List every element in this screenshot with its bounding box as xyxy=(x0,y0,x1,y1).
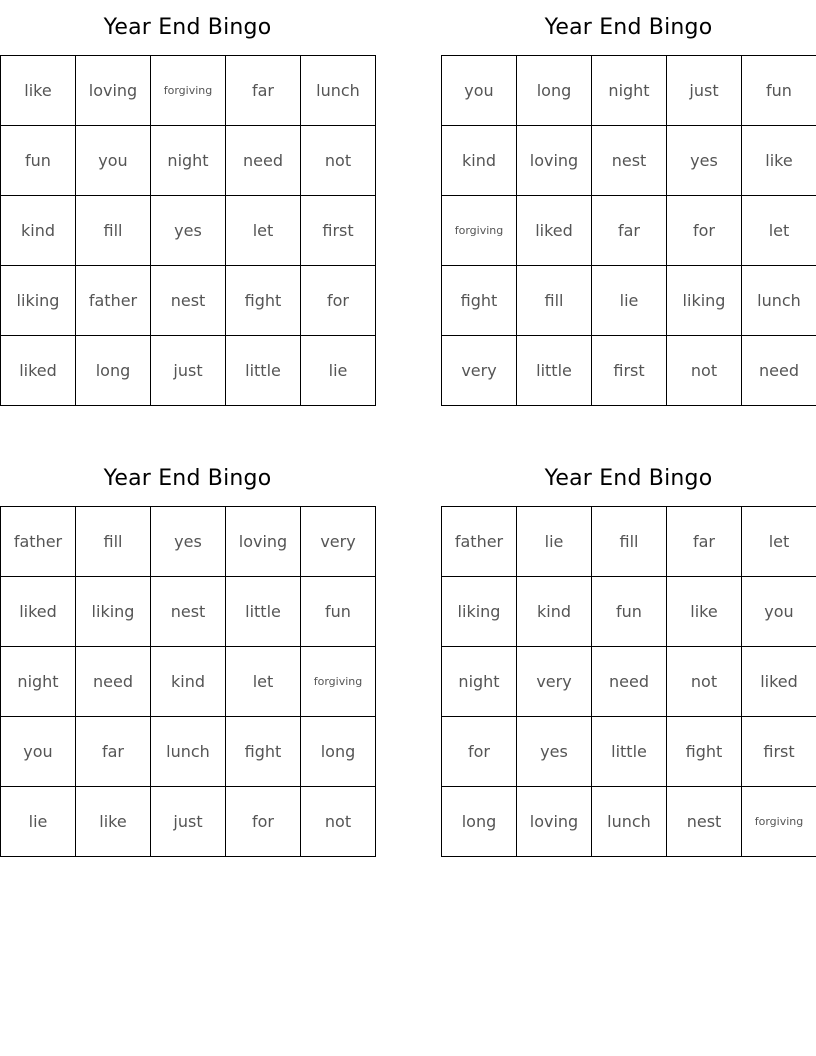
bingo-cell: lie xyxy=(1,787,76,857)
card-title: Year End Bingo xyxy=(103,15,272,40)
bingo-card-4 xyxy=(441,451,816,857)
bingo-card-3 xyxy=(0,451,375,857)
bingo-row xyxy=(442,577,816,647)
bingo-cell: kind xyxy=(517,577,592,647)
bingo-cell: fill xyxy=(517,266,592,336)
bingo-row xyxy=(1,647,376,717)
bingo-cell: long xyxy=(442,787,517,857)
bingo-cell: loving xyxy=(517,126,592,196)
bingo-cell: lie xyxy=(592,266,667,336)
bingo-grid xyxy=(441,55,816,406)
bingo-cell: nest xyxy=(667,787,742,857)
bingo-cell: far xyxy=(226,56,301,126)
bingo-cell: long xyxy=(301,717,376,787)
bingo-cell: let xyxy=(226,196,301,266)
bingo-cell: fun xyxy=(742,56,816,126)
bingo-cell: nest xyxy=(151,577,226,647)
bingo-row xyxy=(1,717,376,787)
bingo-grid xyxy=(0,506,376,857)
bingo-cell: lunch xyxy=(592,787,667,857)
bingo-cell: yes xyxy=(517,717,592,787)
bingo-cell: liked xyxy=(742,647,816,717)
bingo-cell: lie xyxy=(301,336,376,406)
bingo-row xyxy=(442,717,816,787)
bingo-grid xyxy=(441,506,816,857)
bingo-cell: let xyxy=(742,507,816,577)
bingo-cell: you xyxy=(742,577,816,647)
bingo-cell: nest xyxy=(151,266,226,336)
bingo-cell: let xyxy=(226,647,301,717)
bingo-cell: fun xyxy=(1,126,76,196)
bingo-cell: like xyxy=(1,56,76,126)
bingo-cell: for xyxy=(301,266,376,336)
bingo-cell: far xyxy=(592,196,667,266)
bingo-cell: you xyxy=(76,126,151,196)
bingo-cell: first xyxy=(301,196,376,266)
bingo-card-2 xyxy=(441,0,816,406)
card-title: Year End Bingo xyxy=(103,466,272,491)
bingo-cell: forgiving xyxy=(442,196,517,266)
bingo-row xyxy=(1,336,376,406)
bingo-cell: lie xyxy=(517,507,592,577)
bingo-row xyxy=(442,787,816,857)
bingo-cell: very xyxy=(517,647,592,717)
bingo-cell: long xyxy=(517,56,592,126)
bingo-cell: fight xyxy=(667,717,742,787)
bingo-cell: need xyxy=(76,647,151,717)
bingo-cell: fun xyxy=(301,577,376,647)
bingo-cell: liking xyxy=(442,577,517,647)
bingo-cell: like xyxy=(76,787,151,857)
bingo-cell: for xyxy=(226,787,301,857)
bingo-cell: long xyxy=(76,336,151,406)
bingo-cell: little xyxy=(226,336,301,406)
bingo-row xyxy=(1,507,376,577)
bingo-cell: lunch xyxy=(151,717,226,787)
bingo-cell: not xyxy=(301,787,376,857)
bingo-cell: nest xyxy=(592,126,667,196)
bingo-cell: forgiving xyxy=(742,787,816,857)
bingo-cell: little xyxy=(517,336,592,406)
bingo-cell: loving xyxy=(517,787,592,857)
bingo-row xyxy=(442,56,816,126)
bingo-cell: fight xyxy=(226,717,301,787)
bingo-cell: first xyxy=(742,717,816,787)
bingo-cell: not xyxy=(667,647,742,717)
bingo-cell: first xyxy=(592,336,667,406)
bingo-cell: not xyxy=(667,336,742,406)
bingo-cell: you xyxy=(1,717,76,787)
bingo-cell: fill xyxy=(592,507,667,577)
bingo-cell: night xyxy=(1,647,76,717)
bingo-cell: yes xyxy=(151,196,226,266)
bingo-cell: little xyxy=(592,717,667,787)
bingo-cell: fill xyxy=(76,196,151,266)
bingo-cell: night xyxy=(592,56,667,126)
bingo-cell: fill xyxy=(76,507,151,577)
bingo-cell: like xyxy=(742,126,816,196)
bingo-cell: very xyxy=(442,336,517,406)
bingo-cell: liked xyxy=(1,336,76,406)
bingo-cell: just xyxy=(151,336,226,406)
bingo-cell: lunch xyxy=(301,56,376,126)
bingo-cell: fun xyxy=(592,577,667,647)
bingo-cell: like xyxy=(667,577,742,647)
bingo-row xyxy=(1,787,376,857)
bingo-row xyxy=(442,266,816,336)
bingo-grid xyxy=(0,55,376,406)
bingo-cell: father xyxy=(1,507,76,577)
bingo-row xyxy=(442,507,816,577)
bingo-cell: yes xyxy=(151,507,226,577)
bingo-cell: night xyxy=(442,647,517,717)
bingo-row xyxy=(1,56,376,126)
bingo-cell: let xyxy=(742,196,816,266)
bingo-cell: need xyxy=(226,126,301,196)
bingo-cell: liking xyxy=(76,577,151,647)
bingo-cell: loving xyxy=(226,507,301,577)
bingo-card-1 xyxy=(0,0,375,406)
bingo-cell: little xyxy=(226,577,301,647)
bingo-cell: need xyxy=(592,647,667,717)
bingo-cell: you xyxy=(442,56,517,126)
bingo-cell: far xyxy=(76,717,151,787)
bingo-cell: just xyxy=(151,787,226,857)
bingo-cell: forgiving xyxy=(301,647,376,717)
bingo-cell: father xyxy=(76,266,151,336)
bingo-row xyxy=(442,196,816,266)
bingo-cell: lunch xyxy=(742,266,816,336)
bingo-cell: kind xyxy=(151,647,226,717)
bingo-cell: night xyxy=(151,126,226,196)
bingo-row xyxy=(442,336,816,406)
bingo-cell: loving xyxy=(76,56,151,126)
bingo-cell: father xyxy=(442,507,517,577)
bingo-row xyxy=(1,126,376,196)
bingo-cell: yes xyxy=(667,126,742,196)
bingo-cell: need xyxy=(742,336,816,406)
bingo-row xyxy=(1,266,376,336)
card-title: Year End Bingo xyxy=(544,466,713,491)
bingo-cell: forgiving xyxy=(151,56,226,126)
bingo-row xyxy=(442,647,816,717)
bingo-cell: just xyxy=(667,56,742,126)
bingo-cell: fight xyxy=(226,266,301,336)
bingo-row xyxy=(442,126,816,196)
bingo-cell: kind xyxy=(442,126,517,196)
bingo-cell: not xyxy=(301,126,376,196)
bingo-cell: for xyxy=(667,196,742,266)
bingo-cell: far xyxy=(667,507,742,577)
bingo-cell: liked xyxy=(517,196,592,266)
bingo-cell: liking xyxy=(1,266,76,336)
bingo-cell: very xyxy=(301,507,376,577)
bingo-cell: liking xyxy=(667,266,742,336)
bingo-cell: liked xyxy=(1,577,76,647)
bingo-row xyxy=(1,577,376,647)
bingo-row xyxy=(1,196,376,266)
card-title: Year End Bingo xyxy=(544,15,713,40)
bingo-cell: fight xyxy=(442,266,517,336)
bingo-cell: for xyxy=(442,717,517,787)
bingo-cell: kind xyxy=(1,196,76,266)
